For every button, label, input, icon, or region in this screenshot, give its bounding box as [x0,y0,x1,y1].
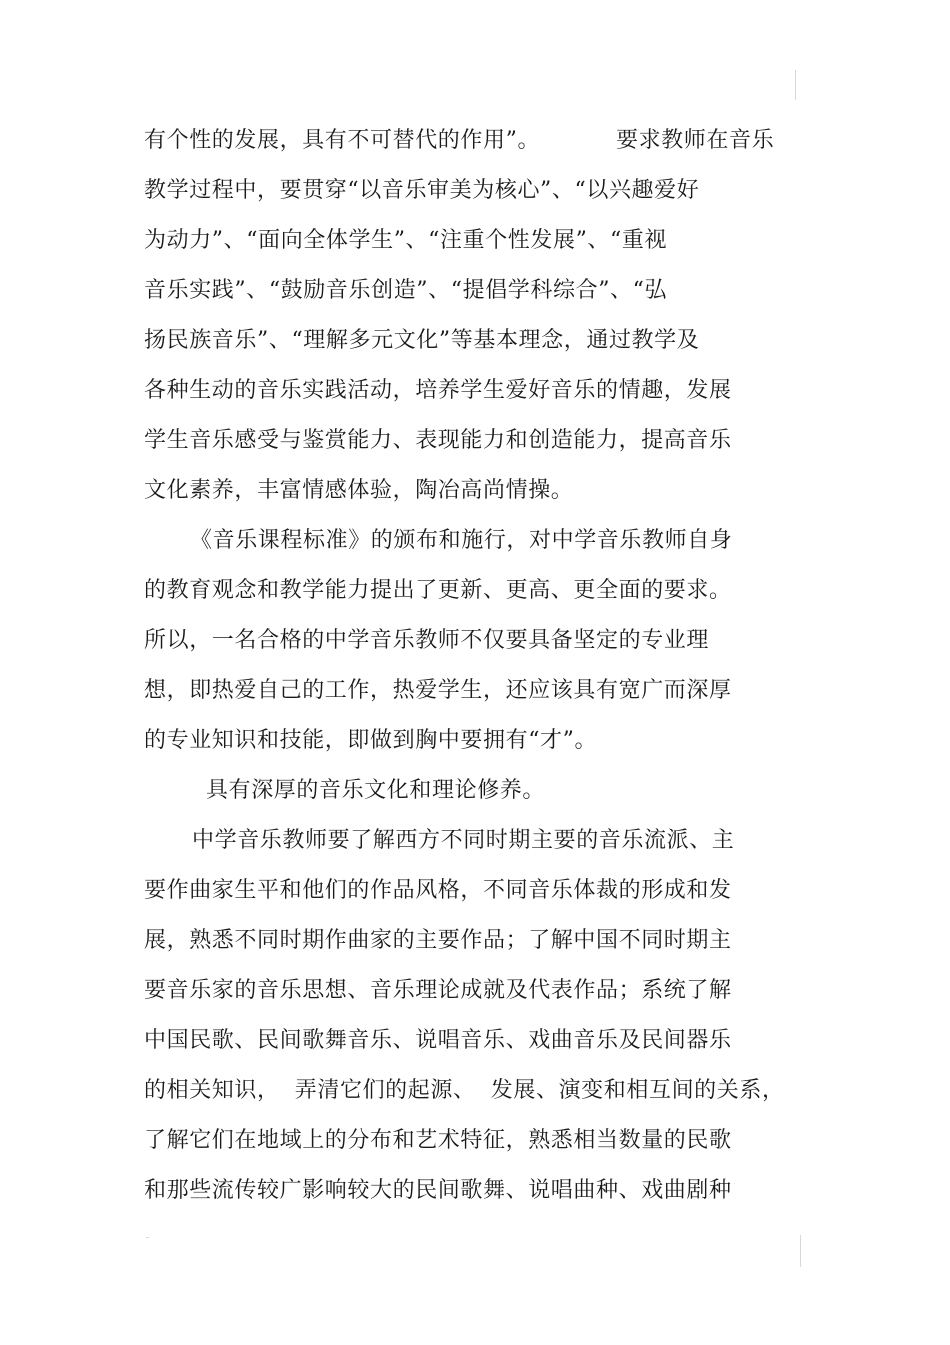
text-line: 有个性的发展，具有不可替代的作用”。 要求教师在音乐 [144,128,775,153]
text-line: 展，熟悉不同时期作曲家的主要作品；了解中国不同时期主 [144,928,732,953]
section-heading: 具有深厚的音乐文化和理论修养。 [206,778,546,803]
text-line: 要音乐家的音乐思想、音乐理论成就及代表作品；系统了解 [144,978,732,1003]
text-line: 教学过程中，要贯穿“以音乐审美为核心”、“以兴趣爱好 [144,178,700,203]
text-line: 中国民歌、民间歌舞音乐、说唱音乐、戏曲音乐及民间器乐 [144,1028,732,1053]
text-line: 各种生动的音乐实践活动，培养学生爱好音乐的情趣，发展 [144,378,732,403]
text-line: 和那些流传较广影响较大的民间歌舞、说唱曲种、戏曲剧种 [144,1178,732,1203]
text-line: 《音乐课程标准》的颁布和施行，对中学音乐教师自身 [190,528,733,553]
page-edge-mark-dot [146,1237,149,1238]
text-line: 了解它们在地域上的分布和艺术特征，熟悉相当数量的民歌 [144,1128,732,1153]
text-line: 文化素养，丰富情感体验，陶冶高尚情操。 [144,478,574,503]
text-line: 想，即热爱自己的工作，热爱学生，还应该具有宽广而深厚 [144,678,732,703]
text-line: 中学音乐教师要了解西方不同时期主要的音乐流派、主 [192,828,735,853]
text-line: 的教育观念和教学能力提出了更新、更高、更全面的要求。 [144,578,732,603]
text-line: 音乐实践”、“鼓励音乐创造”、“提倡学科综合”、“弘 [144,278,668,303]
text-line: 扬民族音乐”、“理解多元文化”等基本理念，通过教学及 [144,328,700,353]
page-edge-mark-top [795,70,796,100]
text-line: 的相关知识， 弄清它们的起源、 发展、演变和相互间的关系， [144,1078,785,1103]
text-line: 学生音乐感受与鉴赏能力、表现能力和创造能力，提高音乐 [144,428,732,453]
text-line: 的专业知识和技能，即做到胸中要拥有“才”。 [144,728,598,753]
text-line: 要作曲家生平和他们的作品风格，不同音乐体裁的形成和发 [144,878,732,903]
text-line: 所以，一名合格的中学音乐教师不仅要具备坚定的专业理 [144,628,710,653]
text-line: 为动力”、“面向全体学生”、“注重个性发展”、“重视 [144,228,668,253]
page-edge-mark-bottom [800,1235,801,1267]
